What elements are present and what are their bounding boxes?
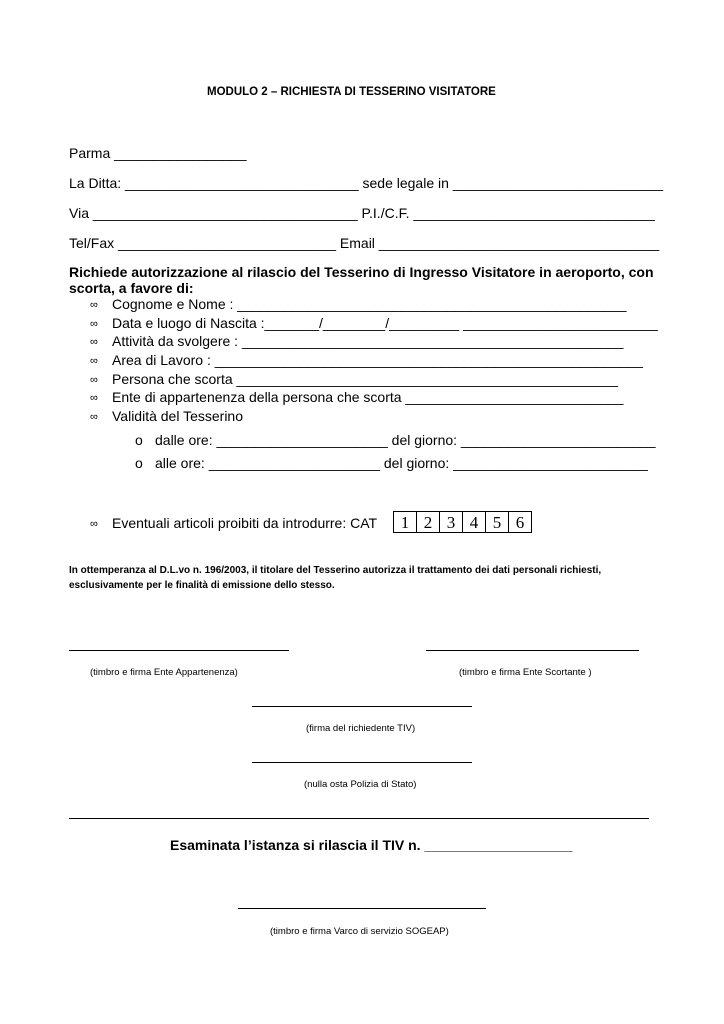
signature-line-sogeap[interactable] bbox=[238, 908, 486, 909]
sub-item-alle-ore[interactable]: alle ore: ______________________ del giorno: _________________________ bbox=[155, 455, 648, 471]
cat-box-1[interactable]: 1 bbox=[393, 511, 417, 533]
bullet-icon: ∞ bbox=[90, 299, 98, 311]
privacy-note: In ottemperanza al D.L.vo n. 196/2003, il titolare del Tesserino autorizza il trattamento dei dati personali richiesti, esclusivamente per le finalità di emissione dello stesso. bbox=[69, 565, 602, 591]
ditta-field[interactable]: La Ditta: ______________________________ sede legale in ___________________________ bbox=[69, 175, 664, 191]
cat-box-4[interactable]: 4 bbox=[462, 511, 486, 533]
cat-box-6[interactable]: 6 bbox=[508, 511, 532, 533]
page-title: MODULO 2 – RICHIESTA DI TESSERINO VISITATORE bbox=[207, 86, 496, 98]
signature-line-richiedente[interactable] bbox=[252, 706, 472, 707]
bullet-icon: ∞ bbox=[90, 355, 98, 367]
bullet-icon: ∞ bbox=[90, 318, 98, 330]
caption-richiedente: (firma del richiedente TIV) bbox=[306, 723, 416, 734]
bullet-icon: ∞ bbox=[90, 336, 98, 348]
item-data-luogo-nascita[interactable]: Data e luogo di Nascita :_______/________/_________ _________________________ bbox=[112, 315, 658, 331]
section-divider bbox=[69, 818, 649, 819]
cat-boxes bbox=[393, 511, 532, 533]
circle-bullet-icon: o bbox=[135, 455, 143, 471]
request-text: Richiede autorizzazione al rilascio del Tesserino di Ingresso Visitatore in aeroporto, con bbox=[69, 264, 654, 280]
articoli-label: Eventuali articoli proibiti da introdurre: CAT bbox=[112, 515, 378, 531]
bullet-icon: ∞ bbox=[90, 374, 98, 386]
signature-line-ente-scortante[interactable] bbox=[426, 650, 639, 651]
caption-polizia: (nulla osta Polizia di Stato) bbox=[304, 779, 417, 790]
parma-field[interactable]: Parma _________________ bbox=[69, 145, 247, 161]
item-persona-scorta[interactable]: Persona che scorta _________________________________________________ bbox=[112, 371, 619, 387]
caption-ente-scortante: (timbro e firma Ente Scortante ) bbox=[459, 667, 592, 678]
signature-line-polizia[interactable] bbox=[252, 762, 472, 763]
item-attivita[interactable]: Attività da svolgere : _________________________________________________ bbox=[112, 333, 624, 349]
bullet-icon: ∞ bbox=[90, 518, 98, 530]
signature-line-ente-appartenenza[interactable] bbox=[69, 650, 289, 651]
request-text-2: scorta, a favore di: bbox=[69, 280, 194, 296]
telfax-field[interactable]: Tel/Fax ____________________________ Email ____________________________________ bbox=[69, 235, 660, 251]
via-field[interactable]: Via __________________________________ P.I./C.F. _______________________________ bbox=[69, 205, 655, 221]
caption-ente-appartenenza: (timbro e firma Ente Appartenenza) bbox=[90, 667, 238, 678]
item-ente-appartenenza[interactable]: Ente di appartenenza della persona che scorta ____________________________ bbox=[112, 389, 624, 405]
bullet-icon: ∞ bbox=[90, 392, 98, 404]
bullet-icon: ∞ bbox=[90, 411, 98, 423]
caption-sogeap: (timbro e firma Varco di servizio SOGEAP) bbox=[270, 926, 449, 937]
cat-box-5[interactable]: 5 bbox=[485, 511, 509, 533]
item-validita: Validità del Tesserino bbox=[112, 408, 244, 424]
item-area-lavoro[interactable]: Area di Lavoro : _______________________________________________________ bbox=[112, 352, 643, 368]
circle-bullet-icon: o bbox=[135, 432, 143, 448]
esaminata-text[interactable]: Esaminata l’istanza si rilascia il TIV n. ___________________ bbox=[170, 837, 573, 853]
sub-item-dalle-ore[interactable]: dalle ore: ______________________ del giorno: _________________________ bbox=[155, 432, 656, 448]
cat-box-2[interactable]: 2 bbox=[416, 511, 440, 533]
item-cognome-nome[interactable]: Cognome e Nome : __________________________________________________ bbox=[112, 296, 627, 312]
cat-box-3[interactable]: 3 bbox=[439, 511, 463, 533]
